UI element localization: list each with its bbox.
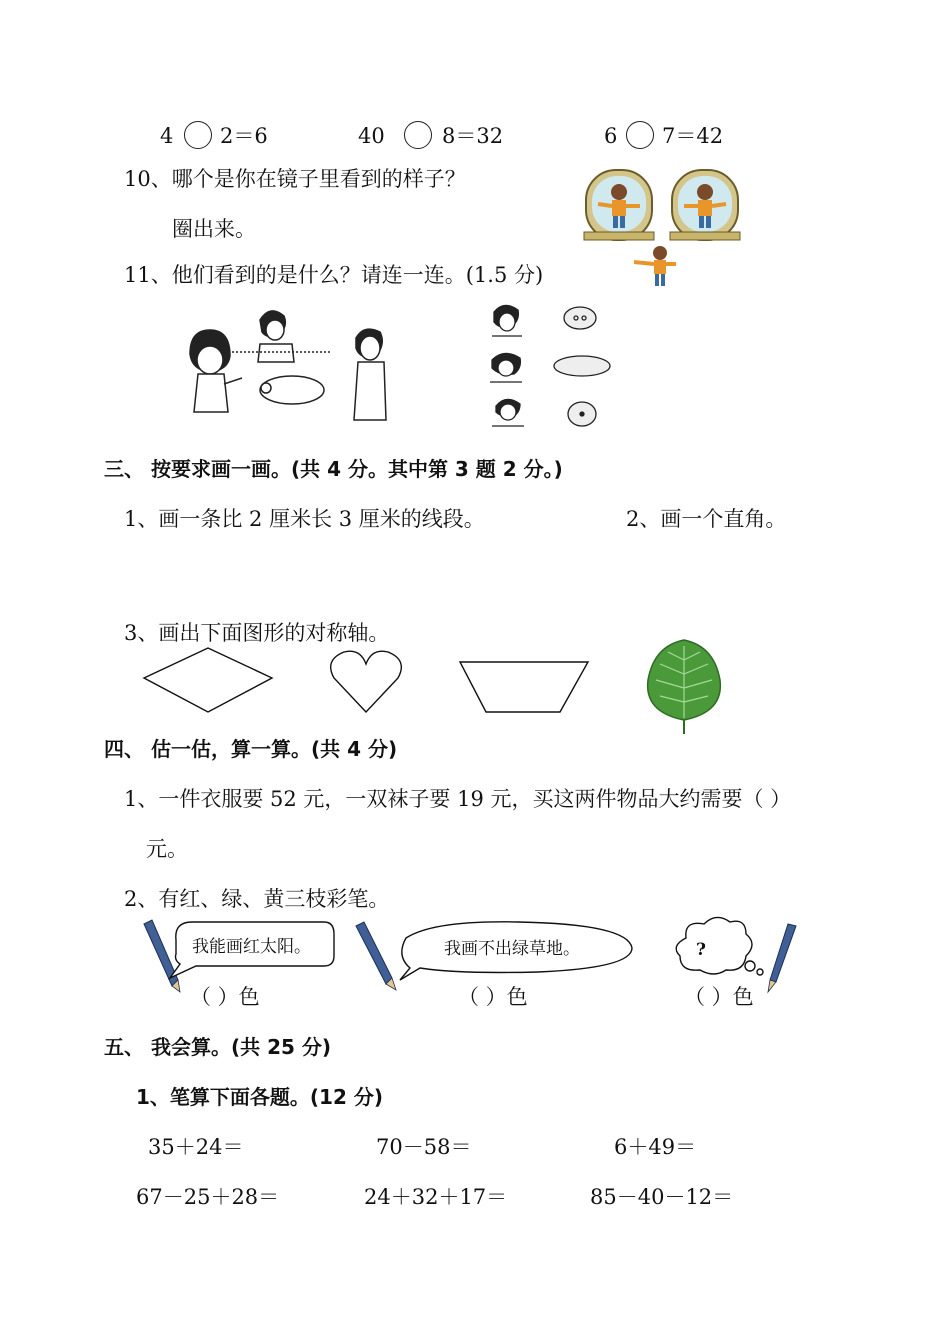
sec3-q3: 3、画出下面图形的对称轴。 [124, 621, 390, 645]
calc-r1-c2[interactable]: 70－58＝ [376, 1135, 472, 1159]
pencil-1-icon [144, 920, 180, 992]
q10-question: 10、哪个是你在镜子里看到的样子？ [124, 167, 466, 191]
pig-back-icon[interactable] [568, 402, 596, 426]
section-5-title: 五、 我会算。(共 25 分) [104, 1035, 332, 1059]
calc-r2-c2[interactable]: 24＋32＋17＝ [364, 1185, 508, 1209]
match-choices [486, 302, 616, 438]
sec4-q1-line1: 1、一件衣服要 52 元，一双袜子要 19 元，买这两件物品大约需要（ ） [124, 787, 792, 811]
bubble-2-text: 我画不出绿草地。 [444, 939, 580, 959]
pig-side-icon[interactable] [554, 356, 610, 376]
children-looking-at-pig [180, 304, 400, 428]
section-3-title: 三、 按要求画一画。(共 4 分。其中第 3 题 2 分。) [104, 457, 563, 481]
operator-circle-3[interactable] [626, 121, 654, 149]
q9-item1-b: 2＝6 [220, 124, 268, 148]
q9-item2-b: 8＝32 [442, 124, 504, 148]
rhombus-shape[interactable] [144, 648, 272, 712]
mirror-right[interactable] [670, 170, 740, 240]
q9-item3-b: 7＝42 [662, 124, 724, 148]
calc-r2-c3[interactable]: 85－40－12＝ [590, 1185, 734, 1209]
symmetry-shapes [140, 636, 740, 736]
face-1-icon[interactable] [492, 305, 522, 336]
sec4-q2: 2、有红、绿、黄三枝彩笔。 [124, 887, 390, 911]
answer-blank-2[interactable]: （ ）色 [458, 985, 528, 1009]
calc-r1-c3[interactable]: 6＋49＝ [614, 1135, 697, 1159]
answer-blank-1[interactable]: （ ）色 [190, 985, 260, 1009]
calc-r2-c1[interactable]: 67－25＋28＝ [136, 1185, 280, 1209]
trapezoid-shape[interactable] [460, 662, 588, 712]
operator-circle-1[interactable] [184, 121, 212, 149]
q9-item1-a: 4 [160, 124, 174, 148]
bubble-3-text: ? [696, 940, 706, 960]
face-2-icon[interactable] [490, 353, 522, 382]
operator-circle-2[interactable] [404, 121, 432, 149]
calc-r1-c1[interactable]: 35＋24＝ [148, 1135, 244, 1159]
answer-blank-3[interactable]: （ ）色 [684, 985, 754, 1009]
q9-item3-a: 6 [604, 124, 618, 148]
sec3-q1: 1、画一条比 2 厘米长 3 厘米的线段。 [124, 507, 485, 531]
mirror-left[interactable] [584, 170, 654, 240]
sec4-q1-line2: 元。 [146, 837, 188, 861]
boy-figure [630, 244, 680, 288]
bubble-1-text: 我能画红太阳。 [192, 937, 311, 957]
sec5-sub1: 1、笔算下面各题。(12 分) [136, 1085, 383, 1109]
q10-instruction: 圈出来。 [172, 217, 256, 241]
pencil-2-icon [356, 922, 396, 990]
leaf-shape[interactable] [648, 640, 721, 734]
face-3-icon[interactable] [492, 399, 524, 426]
heart-shape[interactable] [331, 651, 402, 712]
pencil-3-icon [768, 924, 796, 992]
pig-face-icon[interactable] [564, 307, 596, 329]
q11-question: 11、他们看到的是什么？请连一连。(1.5 分) [124, 263, 544, 287]
thought-bubble [676, 917, 763, 975]
mirror-images [584, 166, 754, 244]
section-4-title: 四、 估一估，算一算。(共 4 分) [104, 737, 398, 761]
sec3-q2: 2、画一个直角。 [626, 507, 787, 531]
q9-item2-a: 40 [358, 124, 385, 148]
